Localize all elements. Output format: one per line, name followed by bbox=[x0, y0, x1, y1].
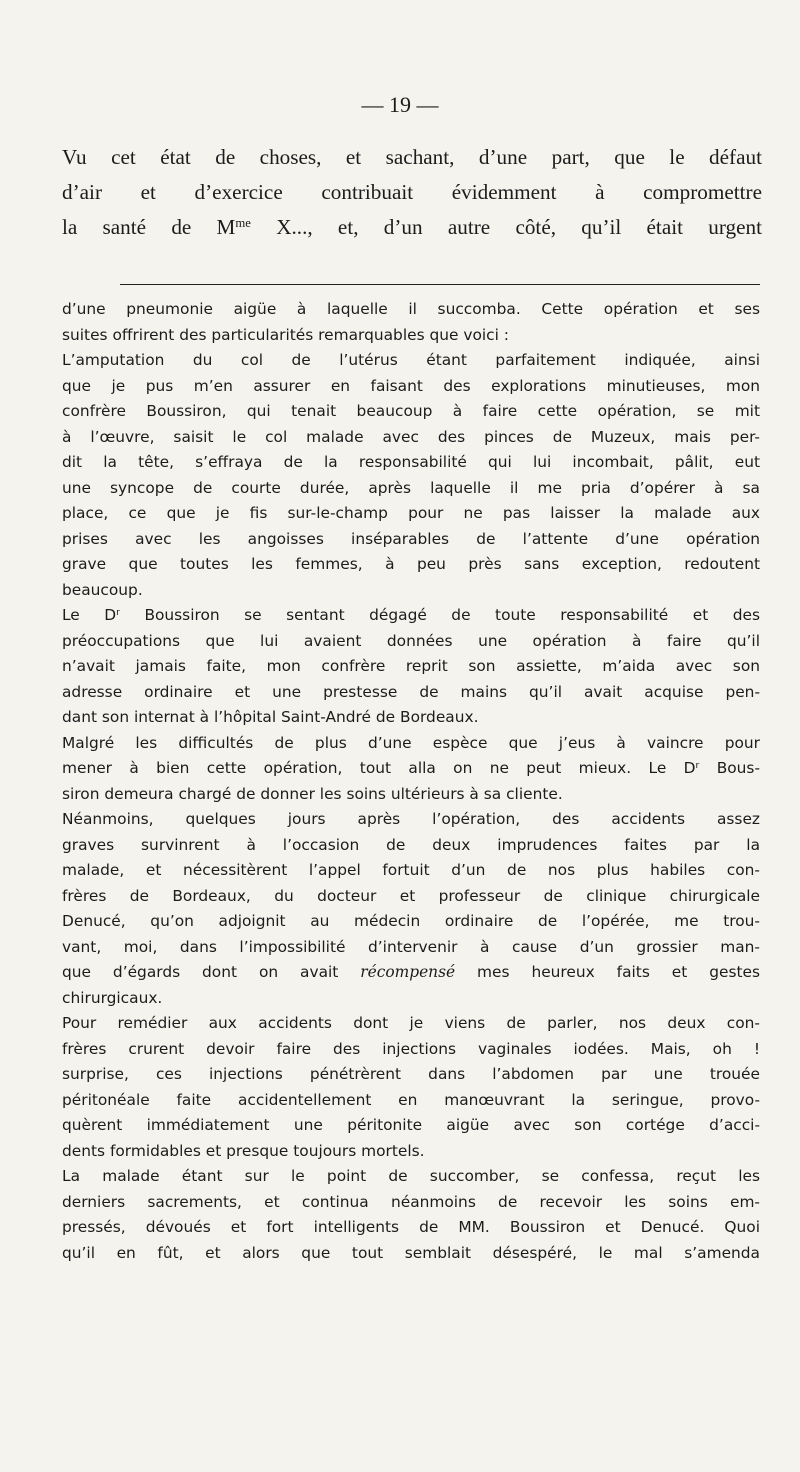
text-line: suites offrirent des particularités remarquables que voici : bbox=[62, 325, 509, 344]
text-line: Pour remédier aux accidents dont je viens de parler, nos deux con- bbox=[62, 1014, 760, 1032]
text-line: grave que toutes les femmes, à peu près sans exception, redoutent bbox=[62, 555, 760, 573]
text-line: qu’il en fût, et alors que tout semblait désespéré, le mal s’amenda bbox=[62, 1243, 760, 1262]
text-line: vant, moi, dans l’impossibilité d’intervenir à cause d’un grossier man- bbox=[62, 937, 760, 956]
text-line: n’avait jamais faite, mon confrère reprit son assiette, m’aida avec son bbox=[62, 657, 760, 675]
main-text bbox=[62, 140, 762, 245]
text-line: beaucoup. bbox=[62, 580, 143, 599]
text-line: que je pus m’en assurer en faisant des explorations minutieuses, mon bbox=[62, 376, 760, 395]
text-line: dents formidables et presque toujours mortels. bbox=[62, 1141, 425, 1160]
text-line: surprise, ces injections pénétrèrent dans l’abdomen par une trouée bbox=[62, 1065, 760, 1083]
text-line: dit la tête, s’effraya de la responsabilité qui lui incombait, pâlit, eut bbox=[62, 453, 760, 471]
text-line: la santé de $M^{me}$ X..., et, d’un autre côté, qu’il était urgent bbox=[62, 215, 762, 239]
text-line: place, ce que je fis sur-le-champ pour ne pas laisser la malade aux bbox=[62, 504, 760, 522]
text-line: derniers sacrements, et continua néanmoins de recevoir les soins em- bbox=[62, 1192, 760, 1211]
text-line: siron demeura chargé de donner les soins ultérieurs à sa cliente. bbox=[62, 784, 563, 803]
text-line: Néanmoins, quelques jours après l’opération, des accidents assez bbox=[62, 810, 760, 828]
text-line: à l’œuvre, saisit le col malade avec des pinces de Muzeux, mais per- bbox=[62, 427, 760, 446]
text-line: L’amputation du col de l’utérus étant parfaitement indiquée, ainsi bbox=[62, 351, 760, 369]
text-line: Vu cet état de choses, et sachant, d’une part, que le défaut bbox=[62, 145, 762, 169]
text-line: Le $D^r$ Boussiron se sentant dégagé de toute responsabilité et des bbox=[62, 606, 760, 624]
text-line: frères de Bordeaux, du docteur et professeur de clinique chirurgicale bbox=[62, 886, 760, 905]
text-line: d’air et d’exercice contribuait évidemment à compromettre bbox=[62, 180, 762, 204]
footnote-text bbox=[62, 297, 760, 1266]
text-line: préoccupations que lui avaient données une opération à faire qu’il bbox=[62, 631, 760, 650]
text-line: graves survinrent à l’occasion de deux imprudences faites par la bbox=[62, 835, 760, 854]
text-line: pressés, dévoués et fort intelligents de MM. Boussiron et Denucé. Quoi bbox=[62, 1218, 760, 1236]
text-line: adresse ordinaire et une prestesse de mains qu’il avait acquise pen- bbox=[62, 682, 760, 701]
text-line: chirurgicaux. bbox=[62, 988, 163, 1007]
text-line: d’une pneumonie aigüe à laquelle il succomba. Cette opération et ses bbox=[62, 300, 760, 318]
text-line: prises avec les angoisses inséparables de l’attente d’une opération bbox=[62, 529, 760, 548]
text-line: La malade étant sur le point de succomber, se confessa, reçut les bbox=[62, 1167, 760, 1185]
text-line: mener à bien cette opération, tout alla on ne peut mieux. Le $D^r$ Bous- bbox=[62, 759, 760, 777]
text-line: dant son internat à l’hôpital Saint-André de Bordeaux. bbox=[62, 708, 479, 726]
text-line: Denucé, qu’on adjoignit au médecin ordinaire de l’opérée, me trou- bbox=[62, 912, 760, 930]
text-line: quèrent immédiatement une péritonite aigüe avec son cortége d’acci- bbox=[62, 1116, 760, 1134]
page-number: — 19 — bbox=[361, 92, 439, 117]
text-line: frères crurent devoir faire des injections vaginales iodées. Mais, oh ! bbox=[62, 1039, 760, 1058]
text-line: péritonéale faite accidentellement en manœuvrant la seringue, provo- bbox=[62, 1090, 760, 1109]
text-line: que d’égards dont on avait récompensé mes heureux faits et gestes bbox=[62, 963, 760, 981]
text-line: une syncope de courte durée, après laquelle il me pria d’opérer à sa bbox=[62, 478, 760, 497]
text-line: Malgré les difficultés de plus d’une espèce que j’eus à vaincre pour bbox=[62, 733, 760, 752]
footnote-divider bbox=[120, 284, 760, 285]
text-line: malade, et nécessitèrent l’appel fortuit d’un de nos plus habiles con- bbox=[62, 861, 760, 879]
text-line: confrère Boussiron, qui tenait beaucoup à faire cette opération, se mit bbox=[62, 402, 760, 420]
